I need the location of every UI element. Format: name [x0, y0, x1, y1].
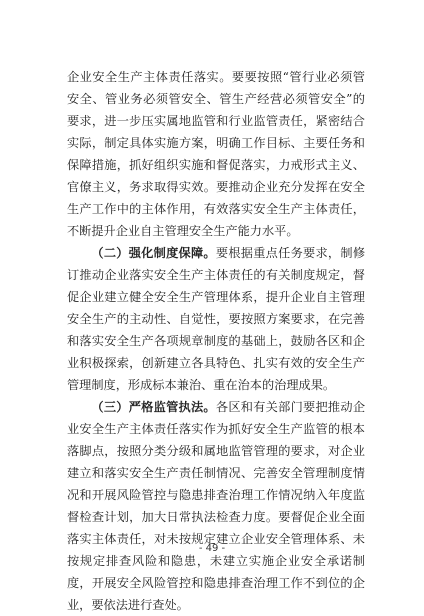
- document-body: [67, 66, 365, 616]
- paragraph-1: [67, 66, 365, 242]
- paragraph-2-heading: （二）强化制度保障。: [91, 246, 216, 260]
- paragraph-2: [67, 242, 365, 396]
- paragraph-1-text: 企业安全生产主体责任落实。要要按照“管行业必须管安全、管业务必须管安全、管生产经营必须管安全”的要求，进一步压实属地监管和行业监管责任，紧密结合实际，制定具体实施方案，明确工作目标、主要任务和保障措施，抓好组织实施和督促落实，力戒形式主义、官僚主义，务求取得实效。要推动企业充分发挥在安全生产工作中的主体作用，有效落实安全生产主体责任，不断提升企业自主管理安全生产能力水平。: [67, 70, 365, 238]
- paragraph-2-text: 要根据重点任务要求，制修订推动企业落实安全生产主体责任的有关制度规定，督促企业建立健全安全生产管理体系，提升企业自主管理安全生产的主动性、自觉性，要按照方案要求，在完善和落实安全生产各项规章制度的基础上，鼓励各区和企业积极探索，创新建立各具特色、扎实有效的安全生产管理制度，形成标本兼治、重在治本的治理成果。: [67, 246, 366, 392]
- paragraph-3-heading: （三）严格监管执法。: [91, 400, 216, 414]
- paragraph-3: [67, 396, 365, 616]
- paragraph-3-text: 各区和有关部门要把推动企业安全生产主体责任落实作为抓好安全生产监管的根本落脚点，按照分类分级和属地监管管理的要求，对企业建立和落实安全生产责任制情况、完善安全管理制度情况和开展风险管控与隐患排查治理工作情况纳入年度监督检查计划，加大日常执法检查力度。要督促企业全面落实主体责任，对未按规定建立企业安全管理体系、未按规定排查风险和隐患，未建立实施企业安全承诺制度，开展安全风险管控和隐患排查治理工作不到位的企业，要依法进行查处。: [67, 400, 366, 612]
- page-number: - 49 -: [198, 543, 226, 554]
